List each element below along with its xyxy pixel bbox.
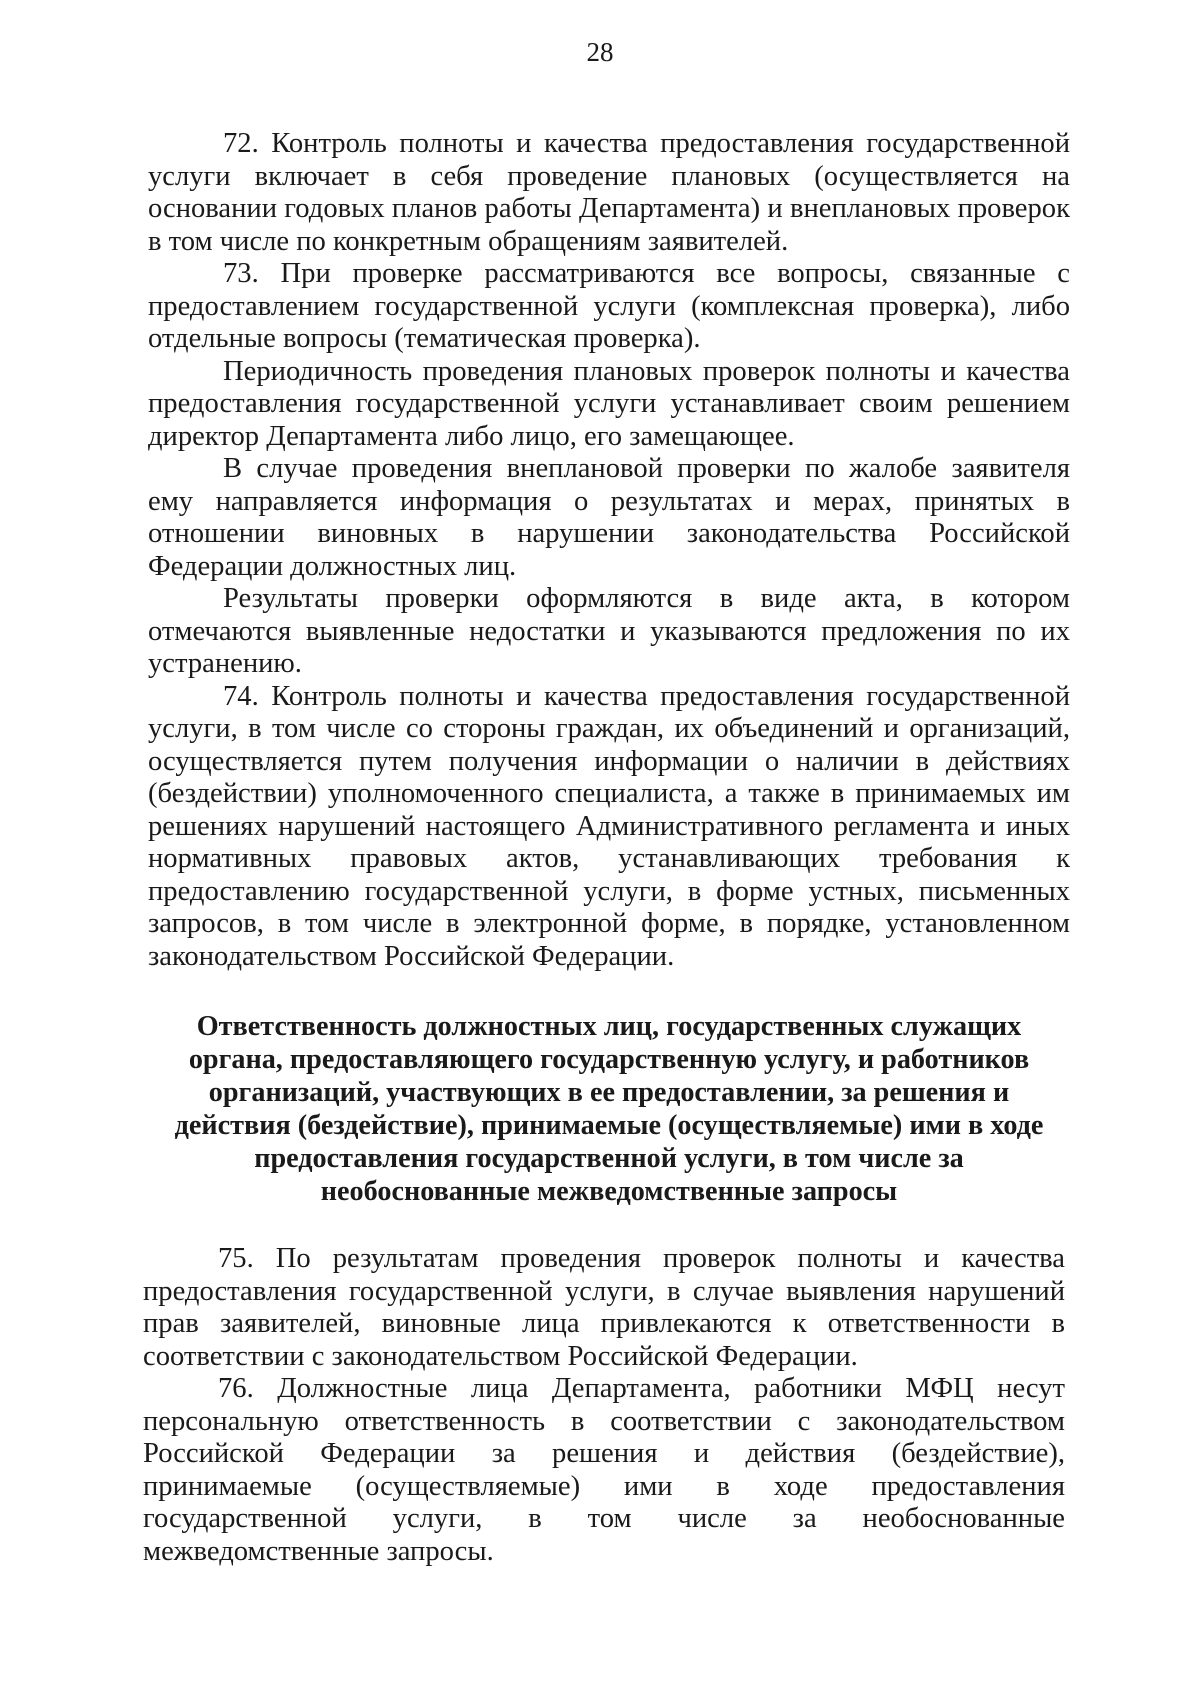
paragraph-76: 76. Должностные лица Департамента, работники МФЦ несут персональную ответственность в соответствии с законодательством Российской Федерации за решения и действия (бездействие), принимаемые (осуществляемые) ими в ходе предоставления государственной услуги, в том числе за необоснованные межведомственные запросы. <box>143 1373 1065 1567</box>
paragraph-73: 73. При проверке рассматриваются все вопросы, связанные с предоставлением государственной услуги (комплексная проверка), либо отдельные вопросы (тематическая проверка). <box>148 258 1070 354</box>
paragraph-74: 74. Контроль полноты и качества предоставления государственной услуги, в том числе со стороны граждан, их объединений и организаций, осуществляется путем получения информации о наличии в действиях (бездействии) уполномоченного специалиста, а также в принимаемых им решениях нарушений настоящего Административного регламента и иных нормативных правовых актов, устанавливающих требования к предоставлению государственной услуги, в форме устных, письменных запросов, в том числе в электронной форме, в порядке, установленном законодательством Российской Федерации. <box>148 680 1070 972</box>
section-heading: Ответственность должностных лиц, государственных служащих органа, предоставляющего государственную услугу, и работников организаций, участвующих в ее предоставлении, за решения и действия (бездействие), принимаемые (осуществляемые) ими в ходе предоставления государственной услуги, в том числе за необоснованные межведомственные запросы <box>174 1011 1044 1207</box>
paragraph-periodicity: Периодичность проведения плановых проверок полноты и качества предоставления государственной услуги устанавливает своим решением директор Департамента либо лицо, его замещающее. <box>148 355 1070 452</box>
page-number: 28 <box>586 37 614 67</box>
paragraph-check-results: Результаты проверки оформляются в виде акта, в котором отмечаются выявленные недостатки и указываются предложения по их устранению. <box>148 583 1070 679</box>
paragraph-unplanned-check: В случае проведения внеплановой проверки по жалобе заявителя ему направляется информация о результатах и мерах, принятых в отношении виновных в нарушении законодательства Российской Федерации должностных лиц. <box>148 453 1070 582</box>
paragraph-75: 75. По результатам проведения проверок полноты и качества предоставления государственной услуги, в случае выявления нарушений прав заявителей, виновные лица привлекаются к ответственности в соответствии с законодательством Российской Федерации. <box>143 1243 1065 1372</box>
body-text-bottom <box>143 1243 1065 1568</box>
body-text-top <box>148 128 1070 973</box>
paragraph-72: 72. Контроль полноты и качества предоставления государственной услуги включает в себя проведение плановых (осуществляется на основании годовых планов работы Департамента) и внеплановых проверок в том числе по конкретным обращениям заявителей. <box>148 128 1070 257</box>
